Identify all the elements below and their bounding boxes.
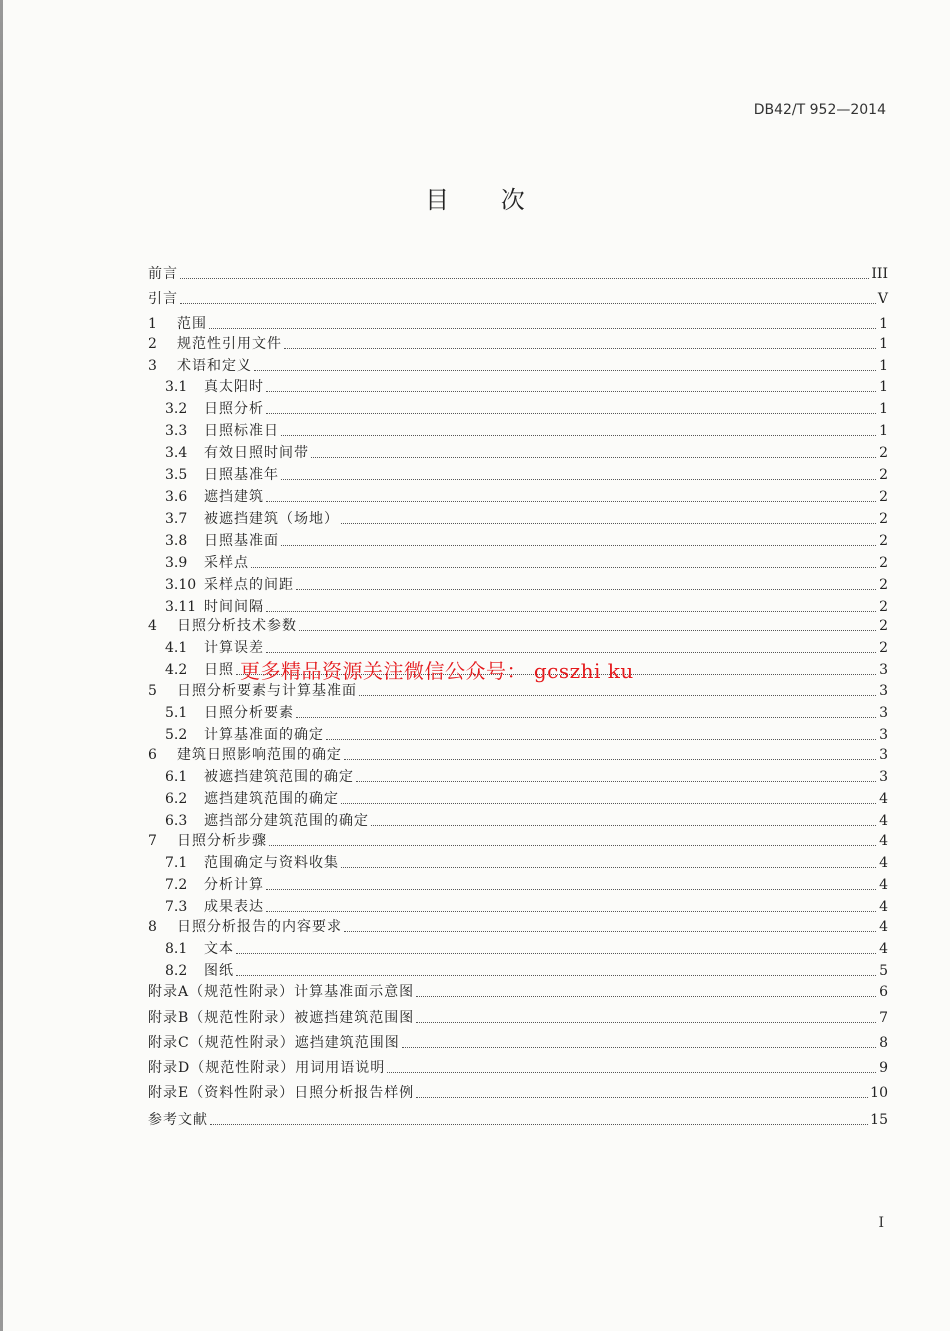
toc-entry[interactable] [148,787,888,807]
toc-entry-label: 被遮挡建筑范围的确定 [204,769,354,785]
toc-entry-label: 参考文献 [148,1112,208,1128]
toc-entry[interactable] [148,765,888,785]
toc-entry-number: 5 [148,683,157,699]
toc-entry-page: 9 [879,1060,888,1076]
page-title: 目 次 [425,186,547,214]
toc-entry-page: 1 [879,358,888,374]
toc-entry-page: 1 [879,379,888,395]
toc-entry-number: 6.3 [165,813,188,829]
toc-entry-label: 计算基准面的确定 [204,727,324,743]
toc-leader-dots [341,803,876,804]
toc-entry-label: 术语和定义 [177,358,252,374]
toc-entry-number: 2 [148,336,157,352]
toc-entry-label: 遮挡建筑 [204,489,264,505]
toc-entry[interactable] [148,397,888,417]
toc-entry-number: 7.2 [165,877,188,893]
toc-entry-label: 分析计算 [204,877,264,893]
toc-leader-dots [416,1097,868,1098]
toc-entry[interactable] [148,937,888,957]
toc-entry[interactable] [148,332,888,352]
toc-leader-dots [344,759,876,760]
toc-entry-page: 4 [879,813,888,829]
toc-entry-number: 6.1 [165,769,188,785]
toc-entry[interactable] [148,636,888,656]
toc-entry-label: 日照分析报告的内容要求 [177,919,342,935]
toc-entry-number: 3.5 [165,467,188,483]
toc-entry-page: 3 [879,747,888,763]
toc-entry-number: 3.8 [165,533,188,549]
toc-entry[interactable] [148,463,888,483]
toc-entry-page: 2 [879,640,888,656]
toc-entry[interactable] [148,595,888,615]
toc-leader-dots [180,278,869,279]
toc-entry-label: 时间间隔 [204,599,264,615]
toc-entry-label: 附录C（规范性附录）遮挡建筑范围图 [148,1035,400,1051]
toc-entry[interactable] [148,573,888,593]
toc-leader-dots [359,695,876,696]
toc-entry-label: 附录D（规范性附录）用词用语说明 [148,1060,386,1076]
toc-leader-dots [371,825,876,826]
toc-entry-page: 10 [870,1085,888,1101]
toc-entry-label: 日照 [204,662,234,678]
toc-entry-number: 3.9 [165,555,188,571]
toc-leader-dots [344,931,876,932]
toc-entry-number: 1 [148,316,157,332]
toc-entry[interactable] [148,507,888,527]
toc-entry[interactable] [148,980,888,1000]
toc-leader-dots [281,435,876,436]
toc-entry[interactable] [148,485,888,505]
toc-entry-page: 3 [879,769,888,785]
toc-leader-dots [236,975,876,976]
toc-entry-label: 建筑日照影响范围的确定 [177,747,342,763]
toc-entry-page: 1 [879,401,888,417]
toc-leader-dots [296,717,876,718]
toc-entry-label: 附录B（规范性附录）被遮挡建筑范围图 [148,1010,415,1026]
toc-leader-dots [402,1047,876,1048]
toc-entry-number: 8.1 [165,941,188,957]
toc-leader-dots [281,479,876,480]
toc-leader-dots [311,457,876,458]
toc-entry-page: 4 [879,877,888,893]
toc-entry[interactable] [148,441,888,461]
toc-entry-label: 日照分析要素 [204,705,294,721]
standard-code: DB42/T 952—2014 [753,102,886,118]
toc-entry[interactable] [148,723,888,743]
toc-leader-dots [210,1124,868,1125]
toc-entry-page: 2 [879,467,888,483]
toc-leader-dots [284,348,876,349]
toc-entry[interactable] [148,1006,888,1026]
toc-entry-number: 3 [148,358,157,374]
toc-entry[interactable] [148,851,888,871]
toc-entry-number: 3.7 [165,511,188,527]
toc-entry-number: 4.2 [165,662,188,678]
toc-entry-number: 3.10 [165,577,197,593]
toc-entry-page: 8 [879,1035,888,1051]
page-number: I [878,1215,884,1231]
toc-entry-page: 2 [879,618,888,634]
toc-entry-label: 成果表达 [204,899,264,915]
toc-leader-dots [251,567,876,568]
toc-leader-dots [266,413,876,414]
toc-entry-label: 规范性引用文件 [177,336,282,352]
toc-entry-page: 1 [879,316,888,332]
toc-entry[interactable] [148,1056,888,1076]
toc-entry-page: 1 [879,423,888,439]
toc-entry-page: 4 [879,941,888,957]
toc-entry-page: 3 [879,662,888,678]
toc-entry-page: 4 [879,899,888,915]
toc-entry-number: 3.6 [165,489,188,505]
watermark: 更多精品资源关注微信公众号： gcszhi ku [240,659,634,683]
toc-leader-dots [416,1022,876,1023]
toc-entry[interactable] [148,1081,888,1101]
toc-entry-page: 2 [879,599,888,615]
toc-entry-page: 2 [879,533,888,549]
toc-leader-dots [356,781,876,782]
toc-leader-dots [209,328,876,329]
toc-leader-dots [254,370,876,371]
toc-entry-number: 5.1 [165,705,188,721]
toc-entry-page: III [871,266,888,282]
toc-entry-number: 3.2 [165,401,188,417]
toc-entry-number: 7.1 [165,855,188,871]
toc-entry-label: 日照基准年 [204,467,279,483]
toc-entry-label: 计算误差 [204,640,264,656]
toc-entry-number: 6 [148,747,157,763]
toc-entry-number: 3.1 [165,379,188,395]
toc-entry-label: 被遮挡建筑（场地） [204,511,339,527]
toc-leader-dots [341,867,876,868]
toc-entry-label: 日照标准日 [204,423,279,439]
toc-entry-number: 3.11 [165,599,197,615]
toc-leader-dots [180,303,876,304]
toc-entry-label: 遮挡部分建筑范围的确定 [204,813,369,829]
toc-entry-page: 1 [879,336,888,352]
toc-entry[interactable] [148,1108,888,1128]
toc-entry[interactable] [148,551,888,571]
toc-leader-dots [266,652,876,653]
toc-entry-page: 2 [879,555,888,571]
toc-entry-number: 7 [148,833,157,849]
toc-entry[interactable] [148,873,888,893]
toc-leader-dots [326,739,876,740]
toc-entry-number: 3.4 [165,445,188,461]
toc-entry-number: 8.2 [165,963,188,979]
toc-entry[interactable] [148,375,888,395]
toc-entry-label: 遮挡建筑范围的确定 [204,791,339,807]
toc-entry[interactable] [148,701,888,721]
toc-leader-dots [266,911,876,912]
toc-entry-page: 4 [879,919,888,935]
toc-leader-dots [266,501,876,502]
toc-entry-label: 前言 [148,266,178,282]
toc-entry-page: 4 [879,791,888,807]
toc-entry[interactable] [148,614,888,634]
toc-entry-number: 5.2 [165,727,188,743]
toc-leader-dots [266,889,876,890]
toc-entry[interactable] [148,959,888,979]
toc-entry-label: 附录A（规范性附录）计算基准面示意图 [148,984,415,1000]
toc-leader-dots [416,996,876,997]
toc-entry-label: 范围 [177,316,207,332]
toc-leader-dots [266,391,876,392]
toc-entry[interactable] [148,915,888,935]
toc-entry-label: 日照分析要素与计算基准面 [177,683,357,699]
toc-entry-label: 日照分析技术参数 [177,618,297,634]
toc-entry-page: 3 [879,727,888,743]
toc-entry[interactable] [148,809,888,829]
toc-entry-label: 有效日照时间带 [204,445,309,461]
toc-entry[interactable] [148,262,888,282]
toc-entry-page: 7 [879,1010,888,1026]
toc-entry-page: V [877,291,888,307]
toc-entry[interactable] [148,354,888,374]
toc-leader-dots [236,953,876,954]
toc-entry-label: 文本 [204,941,234,957]
toc-entry[interactable] [148,895,888,915]
toc-leader-dots [266,611,876,612]
toc-entry-label: 附录E（资料性附录）日照分析报告样例 [148,1085,415,1101]
toc-leader-dots [387,1072,876,1073]
toc-entry[interactable] [148,829,888,849]
toc-entry[interactable] [148,312,888,332]
toc-entry-page: 15 [870,1112,888,1128]
toc-entry-label: 采样点的间距 [204,577,294,593]
toc-entry-number: 4 [148,618,157,634]
toc-entry-page: 2 [879,489,888,505]
toc-leader-dots [296,589,876,590]
toc-entry-label: 真太阳时 [204,379,264,395]
toc-entry-number: 8 [148,919,157,935]
toc-entry-page: 5 [879,963,888,979]
toc-entry-label: 日照分析 [204,401,264,417]
toc-entry-label: 图纸 [204,963,234,979]
toc-entry[interactable] [148,743,888,763]
toc-entry-page: 3 [879,683,888,699]
toc-entry-number: 3.3 [165,423,188,439]
toc-entry-page: 2 [879,445,888,461]
toc-entry-label: 日照基准面 [204,533,279,549]
toc-leader-dots [281,545,876,546]
toc-entry[interactable] [148,1031,888,1051]
toc-entry-page: 2 [879,511,888,527]
toc-entry[interactable] [148,419,888,439]
toc-entry-page: 2 [879,577,888,593]
toc-entry-page: 3 [879,705,888,721]
toc-leader-dots [299,630,876,631]
toc-entry-number: 7.3 [165,899,188,915]
toc-leader-dots [269,845,876,846]
toc-leader-dots [341,523,876,524]
toc-entry-label: 引言 [148,291,178,307]
toc-entry-page: 6 [879,984,888,1000]
toc-entry-label: 采样点 [204,555,249,571]
toc-entry[interactable] [148,287,888,307]
toc-entry-page: 4 [879,833,888,849]
toc-entry[interactable] [148,529,888,549]
toc-entry-number: 4.1 [165,640,188,656]
toc-entry-label: 范围确定与资料收集 [204,855,339,871]
toc-entry-number: 6.2 [165,791,188,807]
toc-entry-label: 日照分析步骤 [177,833,267,849]
toc-entry-page: 4 [879,855,888,871]
